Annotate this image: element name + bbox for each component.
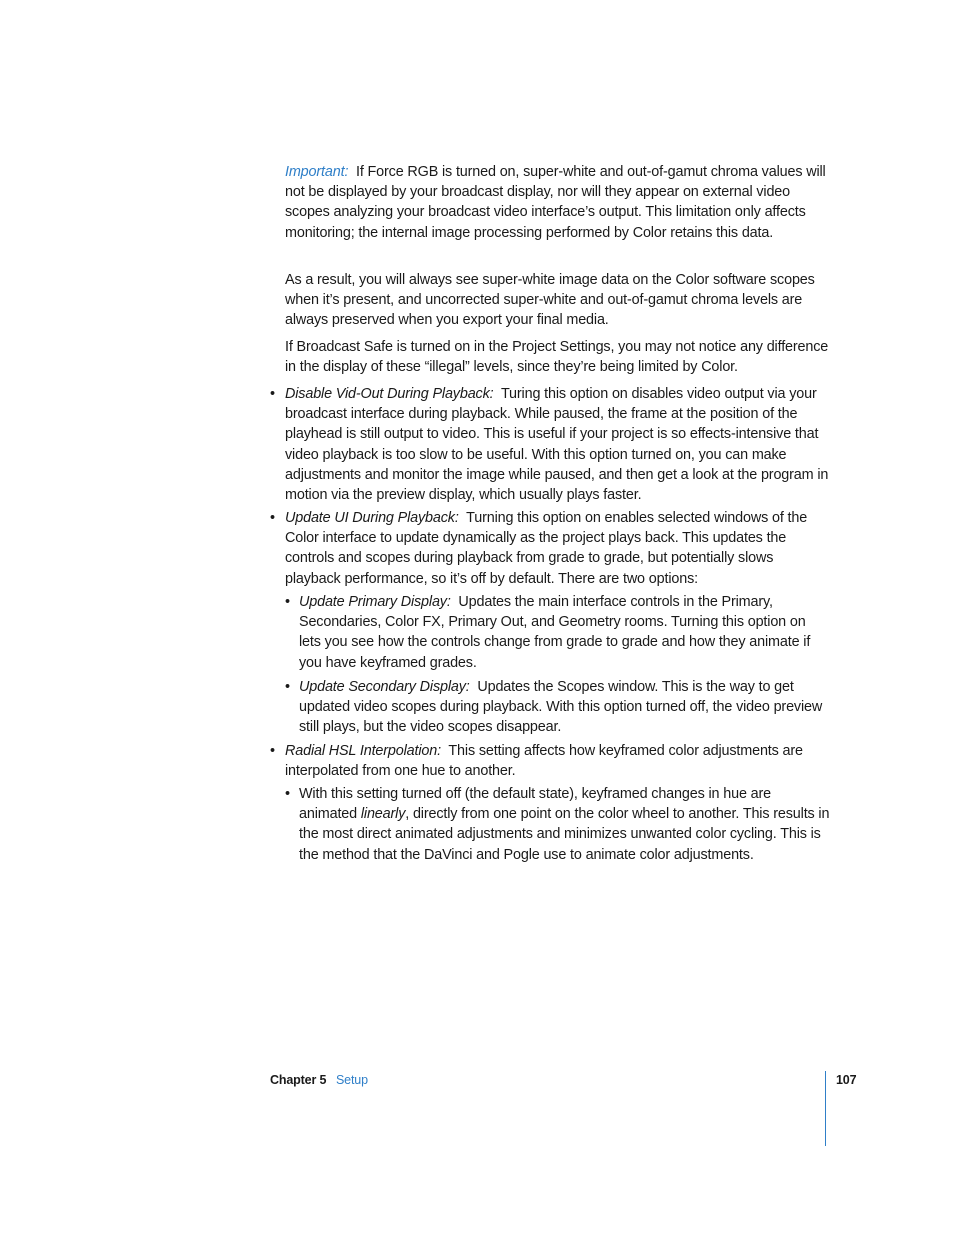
important-label: Important: (285, 164, 349, 180)
bullet-icon: • (285, 679, 290, 695)
footer-chapter: Chapter 5 (270, 1073, 327, 1087)
item-text: Turing this option on disables video output via your broadcast interface during playback. While paused, the frame at the position of the playhead is still output to video. This is useful if your project is so effects-intensive that video playback is too slow to be useful. With this option turned on, you can make adjustments and monitor the image while paused, and then get a look at the program in motion via the preview display, which usually plays faster. (285, 386, 829, 504)
sub-item-update-primary-display (299, 592, 830, 673)
list-item-update-ui (285, 508, 830, 589)
item-text: Updates the main interface controls in the Primary, Secondaries, Color FX, Primary Out, and Geometry rooms. Turning this option on lets you see how the controls change from grade to grade and how they animate if you have keyframed grades. (299, 594, 811, 671)
bullet-icon: • (285, 594, 290, 610)
bullet-icon: • (270, 510, 275, 526)
sub-item-update-secondary-display (299, 677, 830, 738)
footer-divider (825, 1071, 826, 1146)
footer-chapter-title: Setup (336, 1073, 368, 1087)
item-label: Disable Vid-Out During Playback: (285, 386, 494, 402)
list-item-radial-hsl (285, 741, 830, 781)
important-text: If Force RGB is turned on, super-white and out-of-gamut chroma values will not be displayed by your broadcast display, nor will they appear on external video scopes analyzing your broadcast video interface’s output. This limitation only affects monitoring; the internal image processing performed by Color retains this data. (285, 164, 826, 241)
item-emphasis: linearly (360, 806, 406, 823)
bullet-icon: • (285, 786, 290, 802)
item-label: Update UI During Playback: (285, 510, 459, 526)
item-text: Updates the Scopes window. This is the way to get updated video scopes during playback. With this option turned off, the video preview still plays, but the video scopes disappear. (299, 679, 823, 736)
list-item-disable-vid-out (285, 384, 830, 505)
bullet-icon: • (270, 386, 275, 402)
item-label: Update Secondary Display: (299, 679, 470, 695)
paragraph: If Broadcast Safe is turned on in the Project Settings, you may not notice any difference in the display of these “illegal” levels, since they’re being limited by Color. (285, 339, 829, 376)
important-note (285, 162, 830, 243)
sub-item-linear-interpolation (299, 784, 830, 865)
item-text: Turning this option on enables selected windows of the Color interface to update dynamically as the project plays back. This updates the controls and scopes during playback from grade to grade, but potentially slows playback performance, so it’s off by default. There are two options: (285, 510, 808, 587)
item-text: This setting affects how keyframed color adjustments are interpolated from one hue to another. (285, 743, 803, 780)
item-label: Radial HSL Interpolation: (285, 743, 441, 759)
page-number: 107 (836, 1073, 857, 1087)
item-label: Update Primary Display: (299, 594, 451, 610)
item-text-after: , directly from one point on the color wheel to another. This results in the most direct animated adjustments and minimizes unwanted color cycling. This is the method that the DaVinci and Pogle use to animate color adjustments. (299, 806, 830, 863)
item-text-before: With this setting turned off (the default state), keyframed changes in hue are animated (299, 786, 771, 823)
paragraph: As a result, you will always see super-white image data on the Color software scopes when it’s present, and uncorrected super-white and out-of-gamut chroma levels are always preserved when you export your final media. (285, 272, 815, 329)
bullet-icon: • (270, 743, 275, 759)
